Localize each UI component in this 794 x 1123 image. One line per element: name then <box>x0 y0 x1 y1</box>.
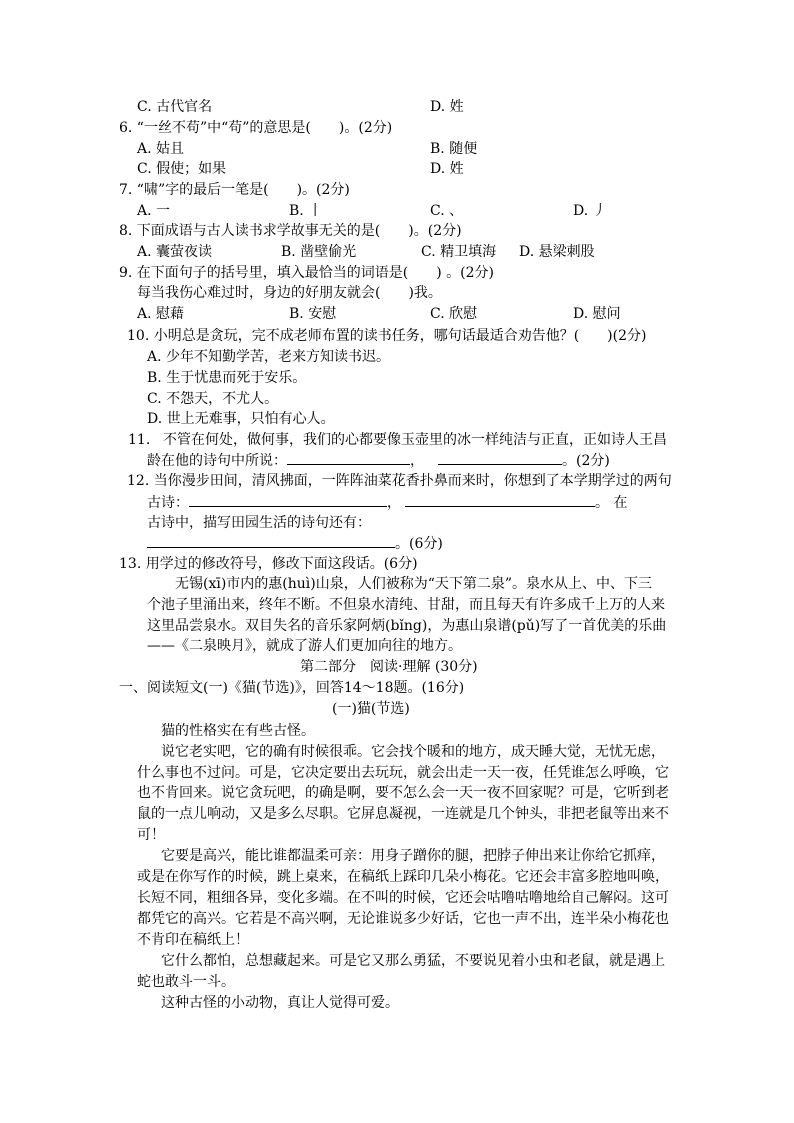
option-c: C. 古代官名 <box>137 99 213 115</box>
question-stem: 9. 在下面句子的括号里，填入最恰当的词语是( ) 。(2分) <box>119 265 495 281</box>
option-c: C. 假使；如果 <box>137 161 227 177</box>
option-b: B. 丨 <box>289 203 323 219</box>
option-c: C. 欣慰 <box>430 306 478 322</box>
passage-line: 它要是高兴，能比谁都温柔可亲：用身子蹭你的腿，把脖子伸出来让你给它抓痒， <box>161 848 665 864</box>
option-d: D. 姓 <box>430 99 464 115</box>
passage-line: 说它老实吧，它的确有时候很乖。它会找个暖和的地方，成天睡大觉，无忧无虑， <box>161 744 665 760</box>
paragraph-line: 无锡(xī)市内的惠(huì)山泉，人们被称为“天下第二泉”。泉水从上、中、下三 <box>175 576 653 592</box>
question-sentence: 每当我伤心难过时，身边的好朋友就会( )我。 <box>137 285 442 301</box>
answer-blank[interactable] <box>405 493 595 507</box>
option-b: B. 凿壁偷光 <box>281 244 357 260</box>
question-stem-cont <box>147 493 627 512</box>
paragraph-line: 个池子里涌出来，终年不断。不但泉水清纯、甘甜，而且每天有许多成千上万的人来 <box>147 597 665 613</box>
passage-line: 可！ <box>137 827 165 843</box>
option-a: A. 慰藉 <box>137 306 185 322</box>
stem-text: 。 在 <box>595 495 628 511</box>
question-stem: 7. “啸”字的最后一笔是( )。(2分) <box>119 182 350 198</box>
passage-title: (一)猫(节选) <box>332 701 410 717</box>
option-d: D. 姓 <box>430 161 464 177</box>
comma: ， <box>410 453 424 469</box>
passage-line: 或是在你写作的时候，跳上桌来，在稿纸上踩印几朵小梅花。它还会丰富多腔地叫唤， <box>137 869 669 885</box>
answer-blank[interactable] <box>287 451 410 465</box>
passage-line: 什么事也不过问。可是，它决定要出去玩玩，就会出走一天一夜，任凭谁怎么呼唤，它 <box>137 765 669 781</box>
option-d: D. 世上无难事，只怕有心人。 <box>147 411 335 427</box>
answer-blank[interactable] <box>147 534 395 548</box>
question-stem-cont <box>147 451 610 470</box>
answer-line <box>147 534 443 553</box>
comma: ， <box>387 495 401 511</box>
part-title: 第二部分 阅读·理解 (30分) <box>300 659 478 675</box>
option-d: D. 慰问 <box>573 306 621 322</box>
question-stem: 不管在何处，做何事，我们的心都要像玉壶里的冰一样纯洁与正直，正如诗人王昌 <box>163 432 667 448</box>
passage-line: 蛇也敢斗一斗。 <box>137 974 235 990</box>
question-stem: 6. “一丝不苟”中“苟”的意思是( )。(2分) <box>119 120 393 136</box>
passage-line: 不肯印在稿纸上！ <box>137 932 249 948</box>
option-b: B. 随便 <box>430 141 478 157</box>
stem-text: 龄在他的诗句中所说： <box>147 453 287 469</box>
option-a: A. 少年不知勤学苦，老来方知读书迟。 <box>147 349 391 365</box>
question-stem: 8. 下面成语与古人读书求学故事无关的是( )。(2分) <box>119 223 462 239</box>
option-c: C. 精卫填海 <box>421 244 497 260</box>
section-heading: 一、阅读短文(一)《猫(节选)》，回答14～18题。(16分) <box>119 680 465 696</box>
question-stem: 13. 用学过的修改符号，修改下面这段话。(6分) <box>119 556 418 572</box>
option-d: D. 丿 <box>573 203 607 219</box>
passage-line: 都凭它的高兴。它若是不高兴啊，无论谁说多少好话，它也一声不出，连半朵小梅花也 <box>137 911 669 927</box>
option-b: B. 安慰 <box>289 306 337 322</box>
option-c: C. 不怨天，不尤人。 <box>147 391 279 407</box>
passage-line: 这种古怪的小动物，真让人觉得可爱。 <box>161 995 399 1011</box>
option-a: A. 姑且 <box>137 141 185 157</box>
option-a: A. 囊萤夜读 <box>137 244 213 260</box>
answer-blank[interactable] <box>189 493 387 507</box>
option-d: D. 悬梁刺股 <box>519 244 595 260</box>
passage-line: 猫的性格实在有些古怪。 <box>161 723 315 739</box>
option-a: A. 一 <box>137 203 171 219</box>
option-c: C. 、 <box>430 203 464 219</box>
passage-line: 鼠的一点儿响动，又是多么尽职。它屏息凝视，一连就是几个钟头，非把老鼠等出来不 <box>137 806 669 822</box>
passage-line: 长短不同，粗细各异，变化多端。在不叫的时候，它还会咕噜咕噜地给自己解闷。这可 <box>137 890 669 906</box>
question-stem: 12. 当你漫步田间，清风拂面，一阵阵油菜花香扑鼻而来时，你想到了本学期学过的两句 <box>127 473 672 489</box>
question-stem-cont: 古诗中，描写田园生活的诗句还有： <box>147 515 371 531</box>
score: 。(2分) <box>562 453 610 469</box>
option-b: B. 生于忧患而死于安乐。 <box>147 370 307 386</box>
paragraph-line: 这里品尝泉水。双目失名的音乐家阿炳(bǐng)，为惠山泉谱(pǔ)写了一首优美的乐曲 <box>147 618 667 634</box>
answer-blank[interactable] <box>438 451 562 465</box>
score: 。(6分) <box>395 536 443 552</box>
passage-line: 也不肯回来。说它贪玩吧，的确是啊，要不怎么会一天一夜不回家呢？可是，它听到老 <box>137 785 669 801</box>
question-stem: 10. 小明总是贪玩，完不成老师布置的读书任务，哪句话最适合劝告他？( )(2分) <box>127 328 647 344</box>
stem-text: 古诗： <box>147 495 189 511</box>
passage-line: 它什么都怕，总想藏起来。可是它又那么勇猛，不要说见着小虫和老鼠，就是遇上 <box>161 953 665 969</box>
paragraph-line: ——《二泉映月》，就成了游人们更加向往的地方。 <box>147 638 462 654</box>
question-number: 11. <box>128 432 151 448</box>
